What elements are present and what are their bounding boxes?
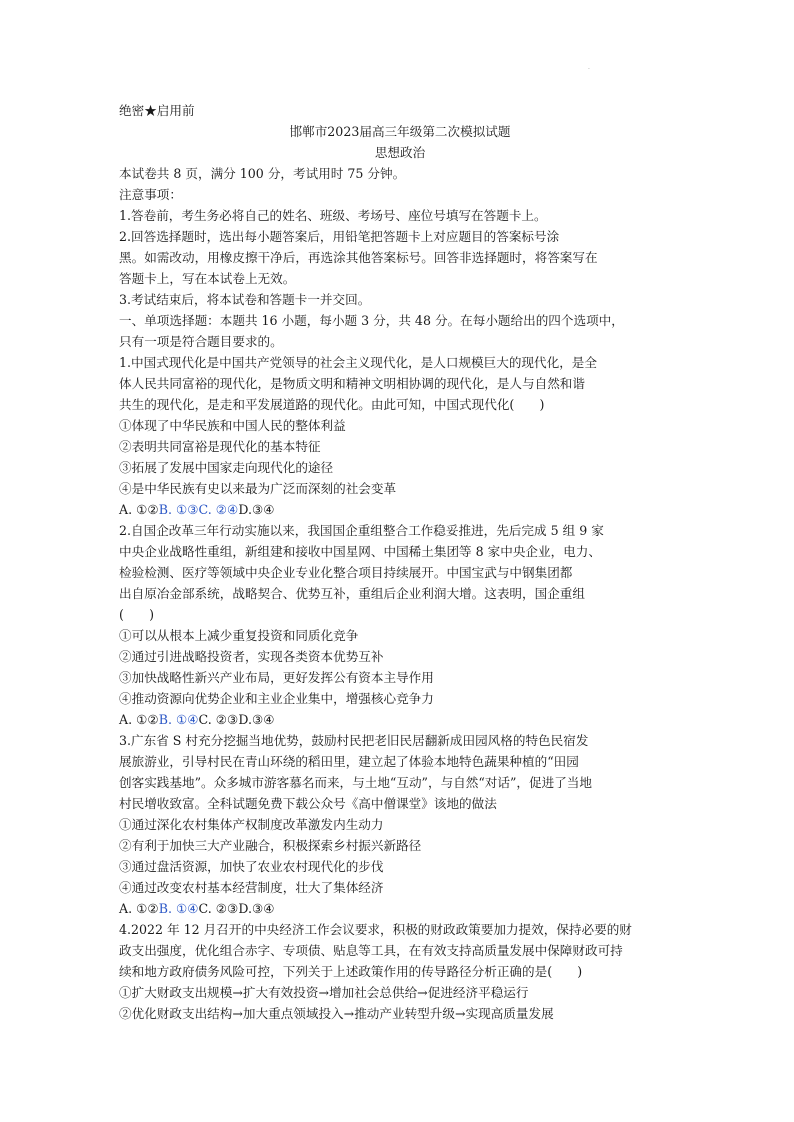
- question-stem: 中央企业战略性重组，新组建和接收中国星网、中国稀土集团等 8 家中央企业，电力、: [119, 544, 601, 559]
- question-stem: 出自原冶金部系统，战略契合、优势互补，重组后企业利润大增。这表明，国企重组: [119, 586, 585, 601]
- statement-item: ③拓展了发展中国家走向现代化的途径: [119, 460, 334, 475]
- question-stem: ( ): [119, 607, 155, 622]
- notice-item: 3.考试结束后，将本试卷和答题卡一并交回。: [119, 292, 371, 307]
- question-stem: 4.2022 年 12 月召开的中央经济工作会议要求，积极的财政政策要加力提效，保持必要的财: [119, 922, 632, 937]
- statement-item: ①体现了中华民族和中国人民的整体利益: [119, 418, 346, 433]
- question-stem: 共生的现代化，是走和平发展道路的现代化。由此可知，中国式现代化( ): [119, 397, 545, 412]
- option-b: B. ①④: [158, 712, 199, 727]
- exam-content: [119, 100, 681, 1024]
- question-3: [119, 730, 681, 919]
- question-stem: 政支出强度，优化组合赤字、专项债、贴息等工具，在有效支持高质量发展中保障财政可持: [119, 943, 623, 958]
- secrecy-label: 绝密★启用前: [119, 103, 195, 118]
- question-2: [119, 520, 681, 730]
- exam-title: 邯郸市2023届高三年级第二次模拟试题: [289, 124, 511, 139]
- question-4: [119, 919, 681, 1024]
- notice-item: 黑。如需改动，用橡皮擦干净后，再选涂其他答案标号。回答非选择题时，将答案写在: [119, 250, 598, 265]
- statement-item: ④通过改变农村基本经营制度，壮大了集体经济: [119, 880, 384, 895]
- option-d: D.③④: [238, 502, 275, 517]
- subject-title: 思想政治: [374, 145, 426, 160]
- statement-item: ④推动资源向优势企业和主业企业集中，增强核心竞争力: [119, 691, 434, 706]
- exam-info: 本试卷共 8 页，满分 100 分，考试用时 75 分钟。: [119, 166, 406, 181]
- statement-item: ①扩大财政支出规模→扩大有效投资→增加社会总供给→促进经济平稳运行: [119, 985, 529, 1000]
- notice-item: 1.答卷前，考生务必将自己的姓名、班级、考场号、座位号填写在答题卡上。: [119, 208, 547, 223]
- statement-item: ②通过引进战略投资者，实现各类资本优势互补: [119, 649, 384, 664]
- option-d: D.③④: [238, 712, 275, 727]
- option-c: C. ②③: [198, 901, 239, 916]
- option-b: B. ①④: [158, 901, 199, 916]
- question-stem: 2.自国企改革三年行动实施以来，我国国企重组整合工作稳妥推进，先后完成 5 组 9 家: [119, 523, 604, 538]
- option-a: A. ①②: [119, 901, 159, 916]
- option-d: D.③④: [238, 901, 275, 916]
- notice-heading: 注意事项：: [119, 187, 182, 202]
- statement-item: ①可以从根本上减少重复投资和同质化竞争: [119, 628, 359, 643]
- question-stem: 体人民共同富裕的现代化，是物质文明和精神文明相协调的现代化，是人与自然和谐: [119, 376, 585, 391]
- answer-options: [119, 898, 681, 919]
- notice-item: 答题卡上，写在本试卷上无效。: [119, 271, 296, 286]
- statement-item: ②优化财政支出结构→加大重点领域投入→推动产业转型升级→实现高质量发展: [119, 1006, 554, 1021]
- statement-item: ①通过深化农村集体产权制度改革激发内生动力: [119, 817, 384, 832]
- section-heading: 只有一项是符合题目要求的。: [119, 334, 283, 349]
- question-stem: 1.中国式现代化是中国共产党领导的社会主义现代化，是人口规模巨大的现代化，是全: [119, 355, 597, 370]
- question-stem: 创客实践基地”。众多城市游客慕名而来，与土地“互动”，与自然“对话”，促进了当地: [119, 775, 592, 790]
- notice-item: 2.回答选择题时，选出每小题答案后，用铅笔把答题卡上对应题目的答案标号涂: [119, 229, 560, 244]
- question-stem: 村民增收致富。全科试题免费下载公众号《高中僧课堂》该地的做法: [119, 796, 497, 811]
- statement-item: ③加快战略性新兴产业布局，更好发挥公有资本主导作用: [119, 670, 434, 685]
- question-stem: 续和地方政府债务风险可控，下列关于上述政策作用的传导路径分析正确的是( ): [119, 964, 583, 979]
- option-c: C. ②④: [198, 502, 239, 517]
- question-stem: 检验检测、医疗等领域中央企业专业化整合项目持续展开。中国宝武与中钢集团都: [119, 565, 573, 580]
- option-a: A. ①②: [119, 502, 159, 517]
- question-stem: 3.广东省 S 村充分挖掘当地优势，鼓励村民把老旧民居翻新成田园风格的特色民宿发: [119, 733, 589, 748]
- answer-options: [119, 709, 681, 730]
- statement-item: ②有利于加快三大产业融合，积极探索乡村振兴新路径: [119, 838, 422, 853]
- question-stem: 展旅游业，引导村民在青山环绕的稻田里，建立起了体验本地特色蔬果种植的“田园: [119, 754, 579, 769]
- statement-item: ④是中华民族有史以来最为广泛而深刻的社会变革: [119, 481, 397, 496]
- question-1: [119, 352, 681, 520]
- answer-options: [119, 499, 681, 520]
- option-c: C. ②③: [198, 712, 239, 727]
- corner-mark: ·: [588, 66, 590, 73]
- section-heading: 一、单项选择题：本题共 16 小题，每小题 3 分，共 48 分。在每小题给出的四个选项中，: [119, 313, 624, 328]
- option-a: A. ①②: [119, 712, 159, 727]
- statement-item: ②表明共同富裕是现代化的基本特征: [119, 439, 321, 454]
- option-b: B. ①③: [158, 502, 199, 517]
- statement-item: ③通过盘活资源，加快了农业农村现代化的步伐: [119, 859, 384, 874]
